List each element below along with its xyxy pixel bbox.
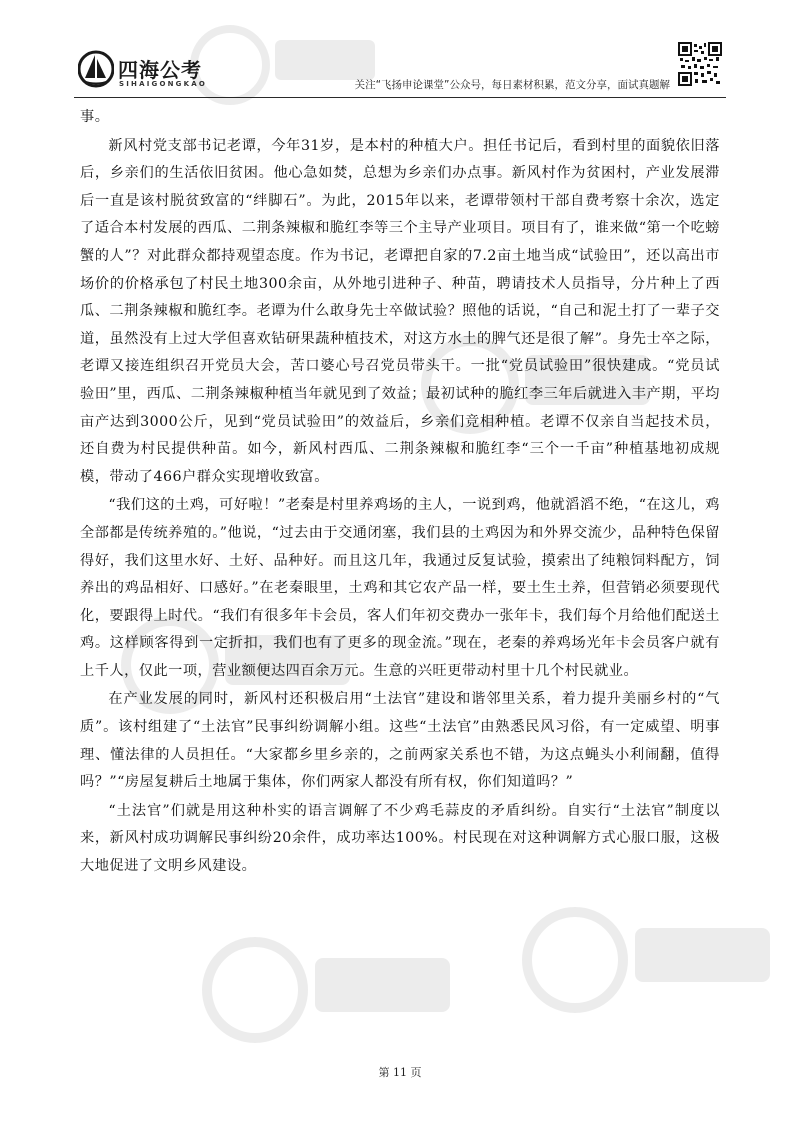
watermark-logo-icon [520,900,780,1020]
brand-subtitle: SIHAIGONGKAO [119,80,208,88]
page-header [0,0,800,100]
paragraph-continuation: 事。 [80,109,110,125]
paragraph-village-secretary: 新风村党支部书记老谭，今年31岁，是本村的种植大户。担任书记后，看到村里的面貌依旧落后，乡亲们的生活依旧贫困。他心急如焚，总想为乡亲们办点事。新风村作为贫困村，产业发展滞后一直是该村脱贫致富的“绊脚石”。为此，2015年以来，老谭带领村干部自费考察十余次，选定了适合本村发展的西瓜、二荆条辣椒和脆红李等三个主导产业项目。项目有了，谁来做“第一个吃螃蟹的人”？对此群众都持观望态度。作为书记，老谭把自家的7.2亩土地当成“试验田”，还以高出市场价的价格承包了村民土地300余亩，从外地引进种子、种苗，聘请技术人员指导，分片种上了西瓜、二荆条辣椒和脆红李。老谭为什么敢身先士卒做试验？照他的话说，“自己和泥土打了一辈子交道，虽然没有上过大学但喜欢钻研果蔬种植技术，对这方水土的脾气还是很了解”。身先士卒之际，老谭又接连组织召开党员大会，苦口婆心号召党员带头干。一批“党员试验田”很快建成。“党员试验田”里，西瓜、二荆条辣椒种植当年就见到了效益；最初试种的脆红李三年后就进入丰产期，平均亩产达到3000公斤，见到“党员试验田”的效益后，乡亲们竞相种植。老谭不仅亲自当起技术员，还自费为村民提供种苗。如今，新风村西瓜、二荆条辣椒和脆红李“三个一千亩”种植基地初成规模，带动了466户群众实现增收致富。 [80,137,720,485]
paragraph-chicken-farm: “我们这的土鸡，可好啦！”老秦是村里养鸡场的主人，一说到鸡，他就滔滔不绝，“在这儿，鸡全部都是传统养殖的。”他说，“过去由于交通闭塞，我们县的土鸡因为和外界交流少，品种特色保留得好，我们这里水好、土好、品种好。而且这几年，我通过反复试验，摸索出了纯粮饲料配方，饲养出的鸡品相好、口感好。”在老秦眼里，土鸡和其它农产品一样，要土生土养，但营销必须要现代化，要跟得上时代。“我们有很多年卡会员，客人们年初交费办一张年卡，我们每个月给他们配送土鸡。这样顾客得到一定折扣，我们也有了更多的现金流。”现在，老秦的养鸡场光年卡会员客户就有上千人，仅此一项，营业额便达四百余万元。生意的兴旺更带动村里十几个村民就业。 [80,497,720,679]
paragraph-mediation-results: “土法官”们就是用这种朴实的语言调解了不少鸡毛蒜皮的矛盾纠纷。自实行“土法官”制度以来，新风村成功调解民事纠纷20余件，成功率达100%。村民现在对这种调解方式心服口服，这极大地促进了文明乡风建设。 [80,802,720,875]
article-body [80,104,720,881]
paragraph-local-judges: 在产业发展的同时，新风村还积极启用“土法官”建设和谐邻里关系，着力提升美丽乡村的“气质”。该村组建了“土法官”民事纠纷调解小组。这些“土法官”由熟悉民风习俗，有一定威望、明事理、懂法律的人员担任。“大家都乡里乡亲的，之前两家关系也不错，为这点蝇头小利闹翻，值得吗？”“房屋复耕后土地属于集体，你们两家人都没有所有权，你们知道吗？” [80,691,720,791]
watermark-logo-icon [200,930,460,1050]
brand-logo [78,50,218,92]
sailboat-logo-icon [78,50,114,88]
qr-code-icon [678,42,722,86]
header-divider [74,97,726,98]
page-number: 第 11 页 [378,1066,422,1079]
header-tagline: 关注“飞扬申论课堂”公众号，每日素材积累，范文分享，面试真题解 [354,79,670,91]
brand-name: 四海公考 [118,58,202,82]
